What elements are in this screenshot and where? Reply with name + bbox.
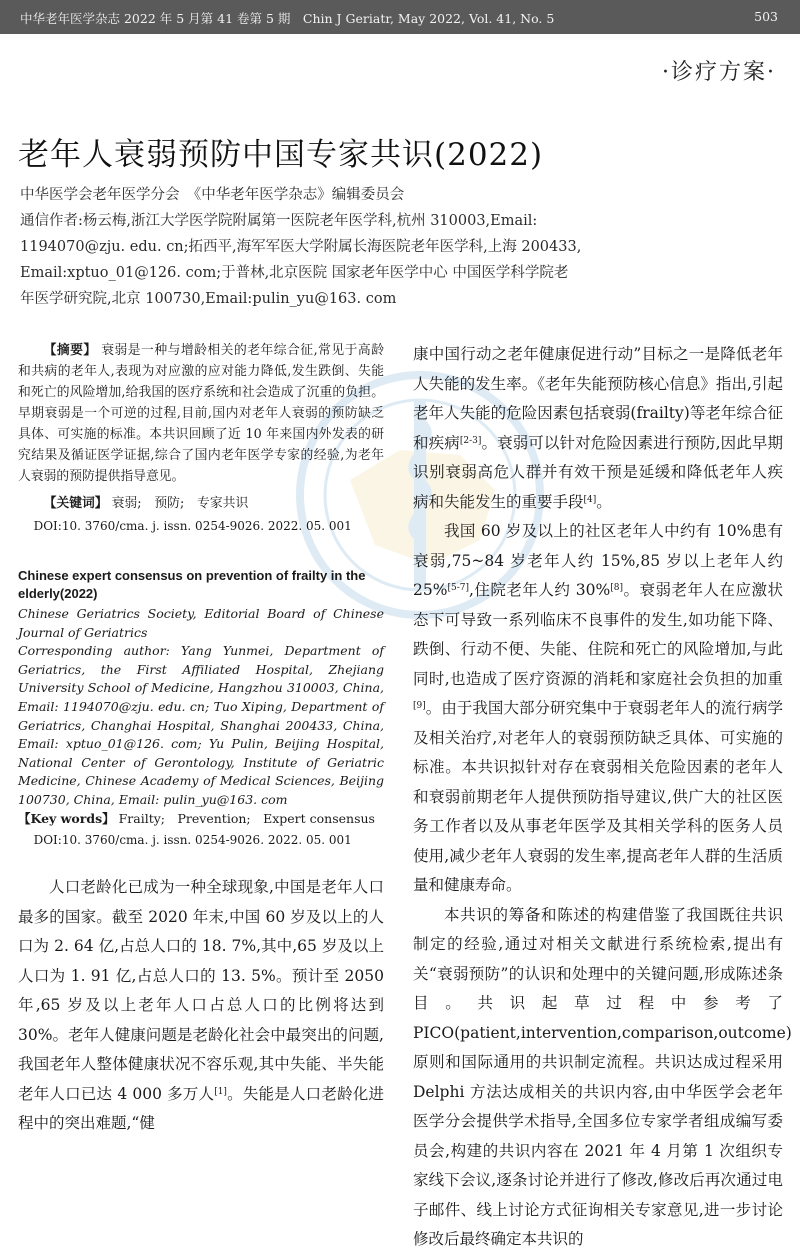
abstract-text: 衰弱是一种与增龄相关的老年综合征,常见于高龄和共病的老年人,表现为对应激的应对能力降低,发生跌倒、失能和死亡的风险增加,给我国的医疗系统和社会造成了沉重的负担。早期衰弱是一个可逆的过程,目前,国内对老年人衰弱的预防缺乏具体、可实施的标准。本共识回顾了近 10 年来国内外发表的研究结果及循证医学证据,综合了国内老年医学专家的经验,为老年人衰弱的预防提供指导意见。 [18, 343, 384, 484]
left-column [18, 340, 384, 1139]
body-text: 康中国行动之老年健康促进行动”目标之一是降低老年人失能的发生率。《老年失能预防核心信息》指出,引起老年人失能的危险因素包括衰弱(frailty)等老年综合征和疾病 [413, 345, 783, 452]
corresponding-line-3: Email:xptuo_01@126. com;于普林,北京医院 国家老年医学中心 中国医学科学院老 [20, 265, 569, 281]
journal-header-bar [0, 0, 800, 34]
intro-paragraph-1 [18, 873, 384, 1139]
english-corresponding: Corresponding author: Yang Yunmei, Department of Geriatrics, the First Affiliated Hospital, Zhejiang University School of Medicine, Hangzhou 310003, China, Email: 1194070@zju. edu. cn; Tuo Xiping, Department of Geriatrics, Changhai Hospital, Shanghai 200433, China, Email: xptuo_01@126. com; Yu Pulin, Beijing Hospital, National Center of Gerontology, Institute of Geriatric Medicine, Chinese Academy of Medical Sciences, Beijing 100730, China, Email: pulin_yu@163. com [18, 643, 384, 807]
article-title: 老年人衰弱预防中国专家共识(2022) [18, 136, 544, 173]
body-text: ,住院老年人约 30% [468, 581, 611, 599]
corresponding-line-2: 1194070@zju. edu. cn;拓西平,海军军医大学附属长海医院老年医学科,上海 200433, [20, 239, 582, 255]
english-society: Chinese Geriatrics Society, Editorial Board of Chinese Journal of Geriatrics [18, 606, 384, 640]
citation-ref: [8] [610, 583, 624, 593]
english-doi: DOI:10. 3760/cma. j. issn. 0254-9026. 2022. 05. 001 [33, 833, 352, 848]
intro-text-a: 人口老龄化已成为一种全球现象,中国是老年人口最多的国家。截至 2020 年末,中国 60 岁及以上的人口为 2. 64 亿,占总人口的 18. 7%,其中,65 岁及以上人口为 1. 91 亿,占总人口的 13. 5%。预计至 2050 年,65 岁及以上老年人口占总人口的比例将达到 30%。老年人健康问题是老龄化社会中最突出的问题,我国老年人整体健康状况不容乐观,其中失能、半失能老年人口已达 4 000 多万人 [18, 878, 384, 1103]
body-paragraph-1 [413, 340, 783, 517]
english-keywords-text: Frailty; Prevention; Expert consensus [118, 810, 375, 826]
english-keywords-label: 【Key words】 [18, 810, 115, 826]
keywords-text: 衰弱; 预防; 专家共识 [111, 496, 249, 511]
right-column [413, 340, 792, 1255]
citation-ref: [2-3] [459, 435, 482, 446]
abstract-paragraph [18, 340, 384, 487]
corresponding-line-4: 年医学研究院,北京 100730,Email:pulin_yu@163. com [20, 291, 397, 307]
page-number: 503 [754, 9, 778, 24]
citation-ref: [5-7] [447, 583, 469, 593]
abstract-label: 【摘要】 [43, 343, 97, 358]
body-text: 。由于我国大部分研究集中于衰弱老年人的流行病学及相关治疗,对老年人的衰弱预防缺乏具体、可实施的标准。本共识拟针对存在衰弱相关危险因素的老年人和衰弱前期老年人提供预防指导建议,供广大的社区医务工作者以及从事老年医学及其相关学科的医务人员使用,减少老年人衰弱的发生率,提高老年人群的生活质量和健康寿命。 [413, 699, 783, 894]
citation-ref: [4] [583, 494, 597, 505]
author-society: 中华医学会老年医学分会 《中华老年医学杂志》编辑委员会 [20, 187, 405, 203]
journal-citation: 中华老年医学杂志 2022 年 5 月第 41 卷第 5 期 Chin J Geriatr, May 2022, Vol. 41, No. 5 [20, 11, 555, 26]
keywords-label: 【关键词】 [43, 496, 108, 511]
corresponding-line-1: 通信作者:杨云梅,浙江大学医学院附属第一医院老年医学科,杭州 310003,Email: [20, 213, 538, 229]
body-paragraph-3: 本共识的筹备和陈述的构建借鉴了我国既往共识制定的经验,通过对相关文献进行系统检索,提出有关“衰弱预防”的认识和处理中的关键问题,形成陈述条目。共识起草过程中参考了 PICO(patient,intervention,comparison,outcome)原则和国际通用的共识制定流程。共识达成过程采用 Delphi 方法达成相关的共识内容,由中华医学会老年医学分会提供学术指导,全国多位专家学者组成编写委员会,构建的共识内容在 2021 年 4 月第 1 次组织专家线下会议,逐条讨论并进行了修改,修改后再次通过电子邮件、线上讨论方式征询相关专家意见,进一步讨论修改后最终确定本共识的 [413, 905, 792, 1248]
citation-ref: [9] [413, 701, 426, 711]
english-author-block [18, 605, 384, 810]
citation-ref: [1] [214, 1086, 227, 1097]
chinese-abstract [18, 340, 384, 487]
body-text: 。衰弱可以针对危险因素进行预防,因此早期识别衰弱高危人群并有效干预是延缓和降低老年人疾病和失能发生的重要手段 [413, 433, 783, 511]
intro-text-b: 。失能是人口老龄化进程中的突出难题,“健 [18, 1084, 384, 1133]
body-text: 。 [596, 492, 612, 511]
intro-left [18, 873, 384, 1139]
section-tag: ·诊疗方案· [662, 60, 776, 85]
body-text: 。衰弱老年人在应激状态下可导致一系列临床不良事件的发生,如功能下降、跌倒、行动不便、失能、住院和死亡的风险增加,与此同时,也造成了医疗资源的消耗和家庭社会负担的加重 [413, 581, 783, 688]
english-title: Chinese expert consensus on prevention of frailty in the elderly(2022) [18, 568, 366, 601]
body-text: 我国 60 岁及以上的社区老年人中约有 10%患有衰弱,75~84 岁老年人约 15%,85 岁以上老年人约 25% [413, 522, 783, 599]
chinese-doi: DOI:10. 3760/cma. j. issn. 0254-9026. 2022. 05. 001 [33, 519, 352, 533]
english-keywords [18, 810, 384, 829]
body-paragraph-2 [413, 517, 783, 901]
chinese-keywords [18, 493, 384, 514]
author-block [20, 182, 780, 312]
